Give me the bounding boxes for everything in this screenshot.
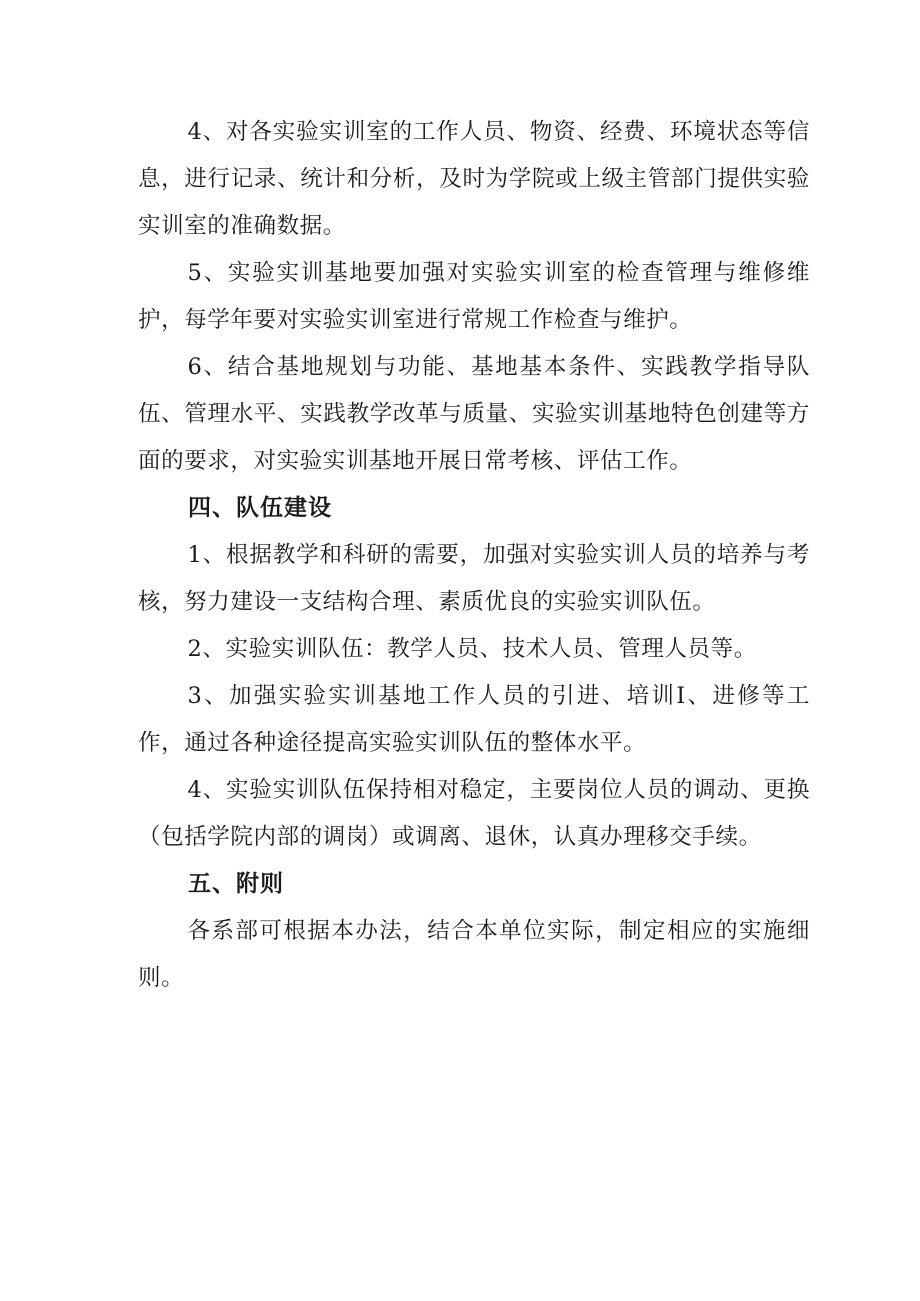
paragraph-item-6-assessment: 6、结合基地规划与功能、基地基本条件、实践教学指导队伍、管理水平、实践教学改革与质量、实验实训基地特色创建等方面的要求，对实验实训基地开展日常考核、评估工作。 [138, 354, 810, 474]
document-body [138, 109, 810, 1002]
section-heading-team-building: 四、队伍建设 [188, 495, 332, 521]
paragraph-team-item-3: 3、加强实验实训基地工作人员的引进、培训I、进修等工作，通过各种途径提高实验实训队伍的整体水平。 [138, 683, 810, 756]
paragraph-team-item-1: 1、根据教学和科研的需要，加强对实验实训人员的培养与考核，努力建设一支结构合理、素质优良的实验实训队伍。 [138, 542, 810, 615]
paragraph-team-item-2: 2、实验实训队伍：教学人员、技术人员、管理人员等。 [187, 636, 757, 662]
paragraph-item-5-maintenance: 5、实验实训基地要加强对实验实训室的检查管理与维修维护，每学年要对实验实训室进行常规工作检查与维护。 [138, 260, 810, 333]
section-heading-supplementary: 五、附则 [188, 871, 284, 897]
paragraph-item-4-records: 4、对各实验实训室的工作人员、物资、经费、环境状态等信息，进行记录、统计和分析，及时为学院或上级主管部门提供实验实训室的准确数据。 [138, 119, 810, 239]
paragraph-team-item-4: 4、实验实训队伍保持相对稳定，主要岗位人员的调动、更换（包括学院内部的调岗）或调离、退休，认真办理移交手续。 [138, 777, 810, 850]
paragraph-supplementary: 各系部可根据本办法，结合本单位实际，制定相应的实施细则。 [138, 918, 810, 991]
